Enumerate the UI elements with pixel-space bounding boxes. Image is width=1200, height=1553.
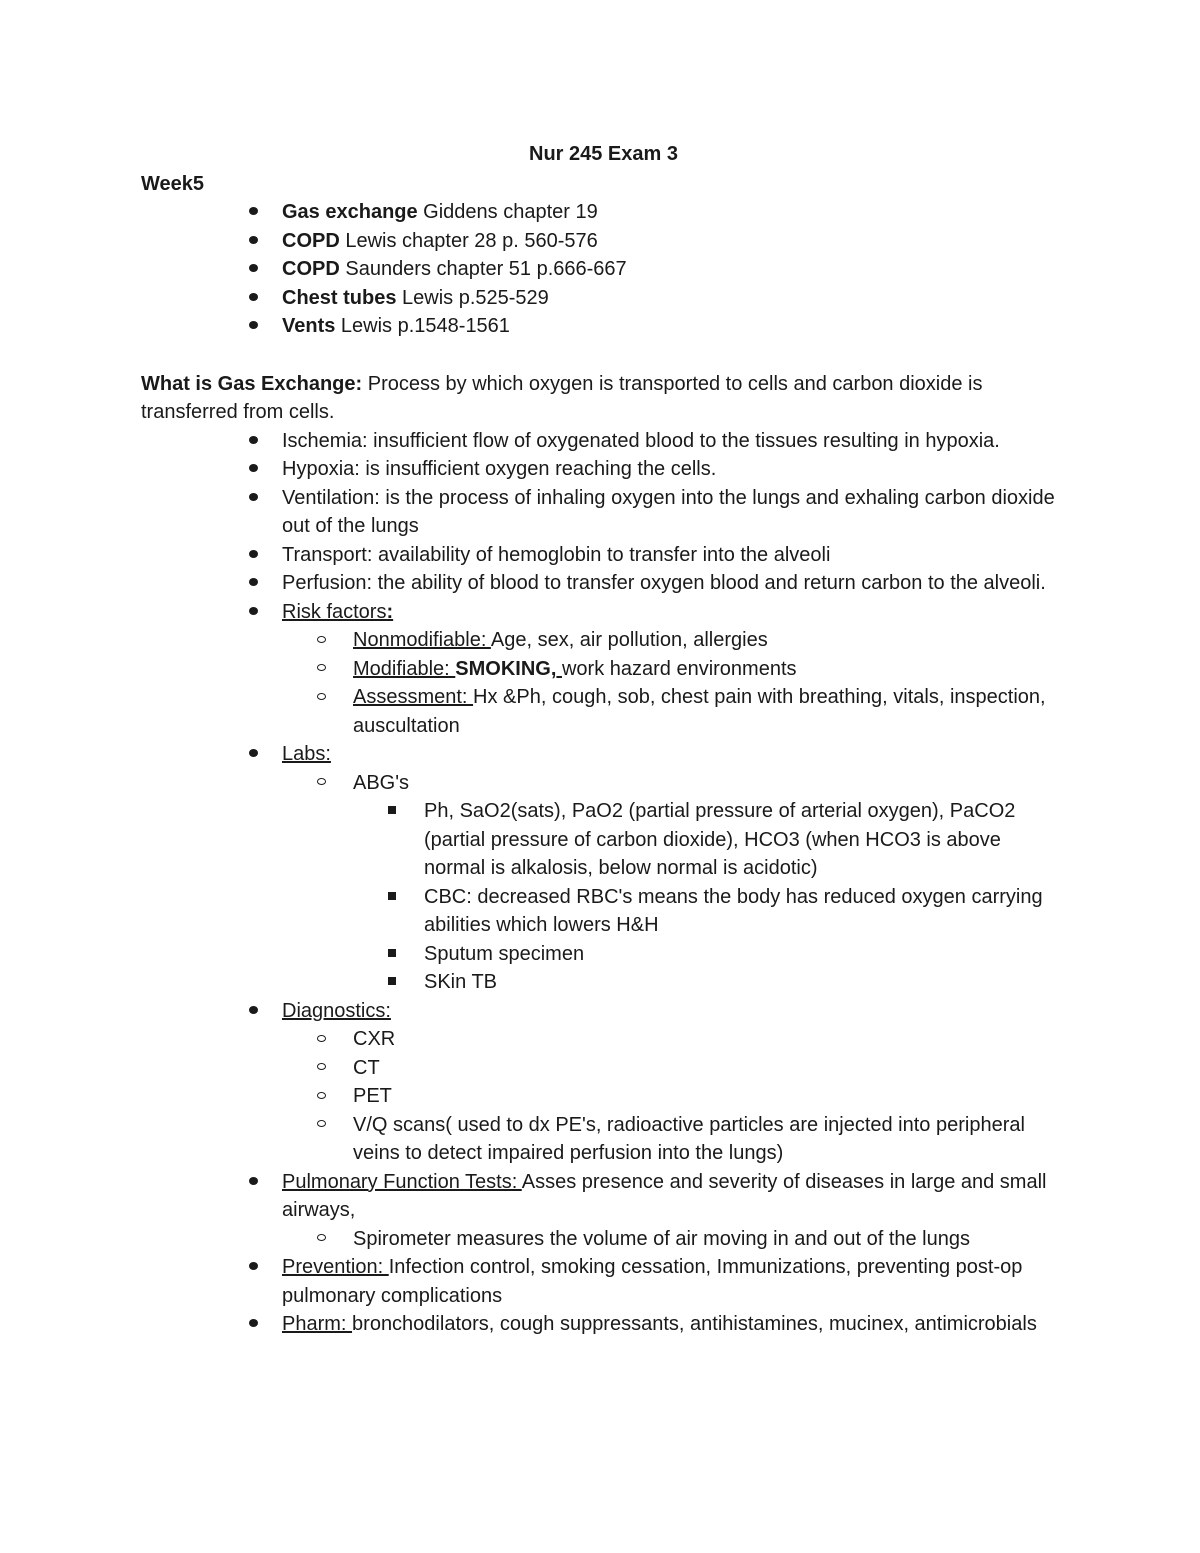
list-item: CT [141,1054,1066,1083]
square-bullet-icon [388,883,396,912]
list-item: Sputum specimen [141,940,1066,969]
bullet-icon [249,284,258,313]
list-item: Perfusion: the ability of blood to transfer oxygen blood and return carbon to the alveoli. [141,569,1066,598]
circle-bullet-icon [317,1082,326,1111]
square-bullet-icon [388,940,396,969]
pft-item: Pulmonary Function Tests: Asses presence and severity of diseases in large and small airways, [141,1168,1066,1225]
document-title: Nur 245 Exam 3 [529,143,678,165]
bullet-icon [249,255,258,284]
bullet-icon [249,198,258,227]
list-item: CXR [141,1025,1066,1054]
bullet-icon [249,455,258,484]
gas-exchange-heading: What is Gas Exchange: [141,372,363,395]
pharm-item: Pharm: bronchodilators, cough suppressants, antihistamines, mucinex, antimicrobials [141,1310,1066,1339]
bullet-icon [249,1310,258,1339]
list-item: SKin TB [141,968,1066,997]
labs-item: Labs: [141,740,1066,769]
square-bullet-icon [388,797,396,826]
readings-list [141,198,1066,341]
circle-bullet-icon [317,1225,326,1254]
circle-bullet-icon [317,655,326,684]
list-item: Chest tubes Lewis p.525-529 [141,284,1066,313]
circle-bullet-icon [317,1025,326,1054]
notes-list [141,427,1066,1339]
bullet-icon [249,427,258,456]
list-item: Vents Lewis p.1548-1561 [141,312,1066,341]
list-item: Assessment: Hx &Ph, cough, sob, chest pain with breathing, vitals, inspection, auscultation [141,683,1066,740]
list-item: COPD Saunders chapter 51 p.666-667 [141,255,1066,284]
diagnostics-item: Diagnostics: [141,997,1066,1026]
list-item: PET [141,1082,1066,1111]
bullet-icon [249,227,258,256]
square-bullet-icon [388,968,396,997]
list-item: Gas exchange Giddens chapter 19 [141,198,1066,227]
bullet-icon [249,484,258,513]
list-item: Hypoxia: is insufficient oxygen reaching the cells. [141,455,1066,484]
list-item: COPD Lewis chapter 28 p. 560-576 [141,227,1066,256]
prevention-item: Prevention: Infection control, smoking cessation, Immunizations, preventing post-op pulmonary complications [141,1253,1066,1310]
circle-bullet-icon [317,769,326,798]
list-item: V/Q scans( used to dx PE's, radioactive particles are injected into peripheral veins to detect impaired perfusion into the lungs) [141,1111,1066,1168]
list-item: Ph, SaO2(sats), PaO2 (partial pressure of arterial oxygen), PaCO2 (partial pressure of carbon dioxide), HCO3 (when HCO3 is above normal is alkalosis, below normal is acidotic) [141,797,1066,883]
list-item: Nonmodifiable: Age, sex, air pollution, allergies [141,626,1066,655]
risk-factors-item: Risk factors: [141,598,1066,627]
bullet-icon [249,569,258,598]
document-page [141,140,1066,1339]
list-item: Modifiable: SMOKING, work hazard environments [141,655,1066,684]
bullet-icon [249,997,258,1026]
bullet-icon [249,598,258,627]
list-item: Spirometer measures the volume of air moving in and out of the lungs [141,1225,1066,1254]
circle-bullet-icon [317,626,326,655]
list-item: CBC: decreased RBC's means the body has reduced oxygen carrying abilities which lowers H&H [141,883,1066,940]
bullet-icon [249,1168,258,1197]
circle-bullet-icon [317,1054,326,1083]
list-item: ABG's [141,769,1066,798]
bullet-icon [249,740,258,769]
gas-exchange-definition: What is Gas Exchange: Process by which oxygen is transported to cells and carbon dioxide is transferred from cells. [141,372,983,423]
list-item: Ischemia: insufficient flow of oxygenated blood to the tissues resulting in hypoxia. [141,427,1066,456]
list-item: Ventilation: is the process of inhaling oxygen into the lungs and exhaling carbon dioxide out of the lungs [141,484,1066,541]
bullet-icon [249,1253,258,1282]
week-heading: Week5 [141,173,205,195]
circle-bullet-icon [317,1111,326,1140]
list-item: Transport: availability of hemoglobin to transfer into the alveoli [141,541,1066,570]
circle-bullet-icon [317,683,326,712]
bullet-icon [249,541,258,570]
bullet-icon [249,312,258,341]
